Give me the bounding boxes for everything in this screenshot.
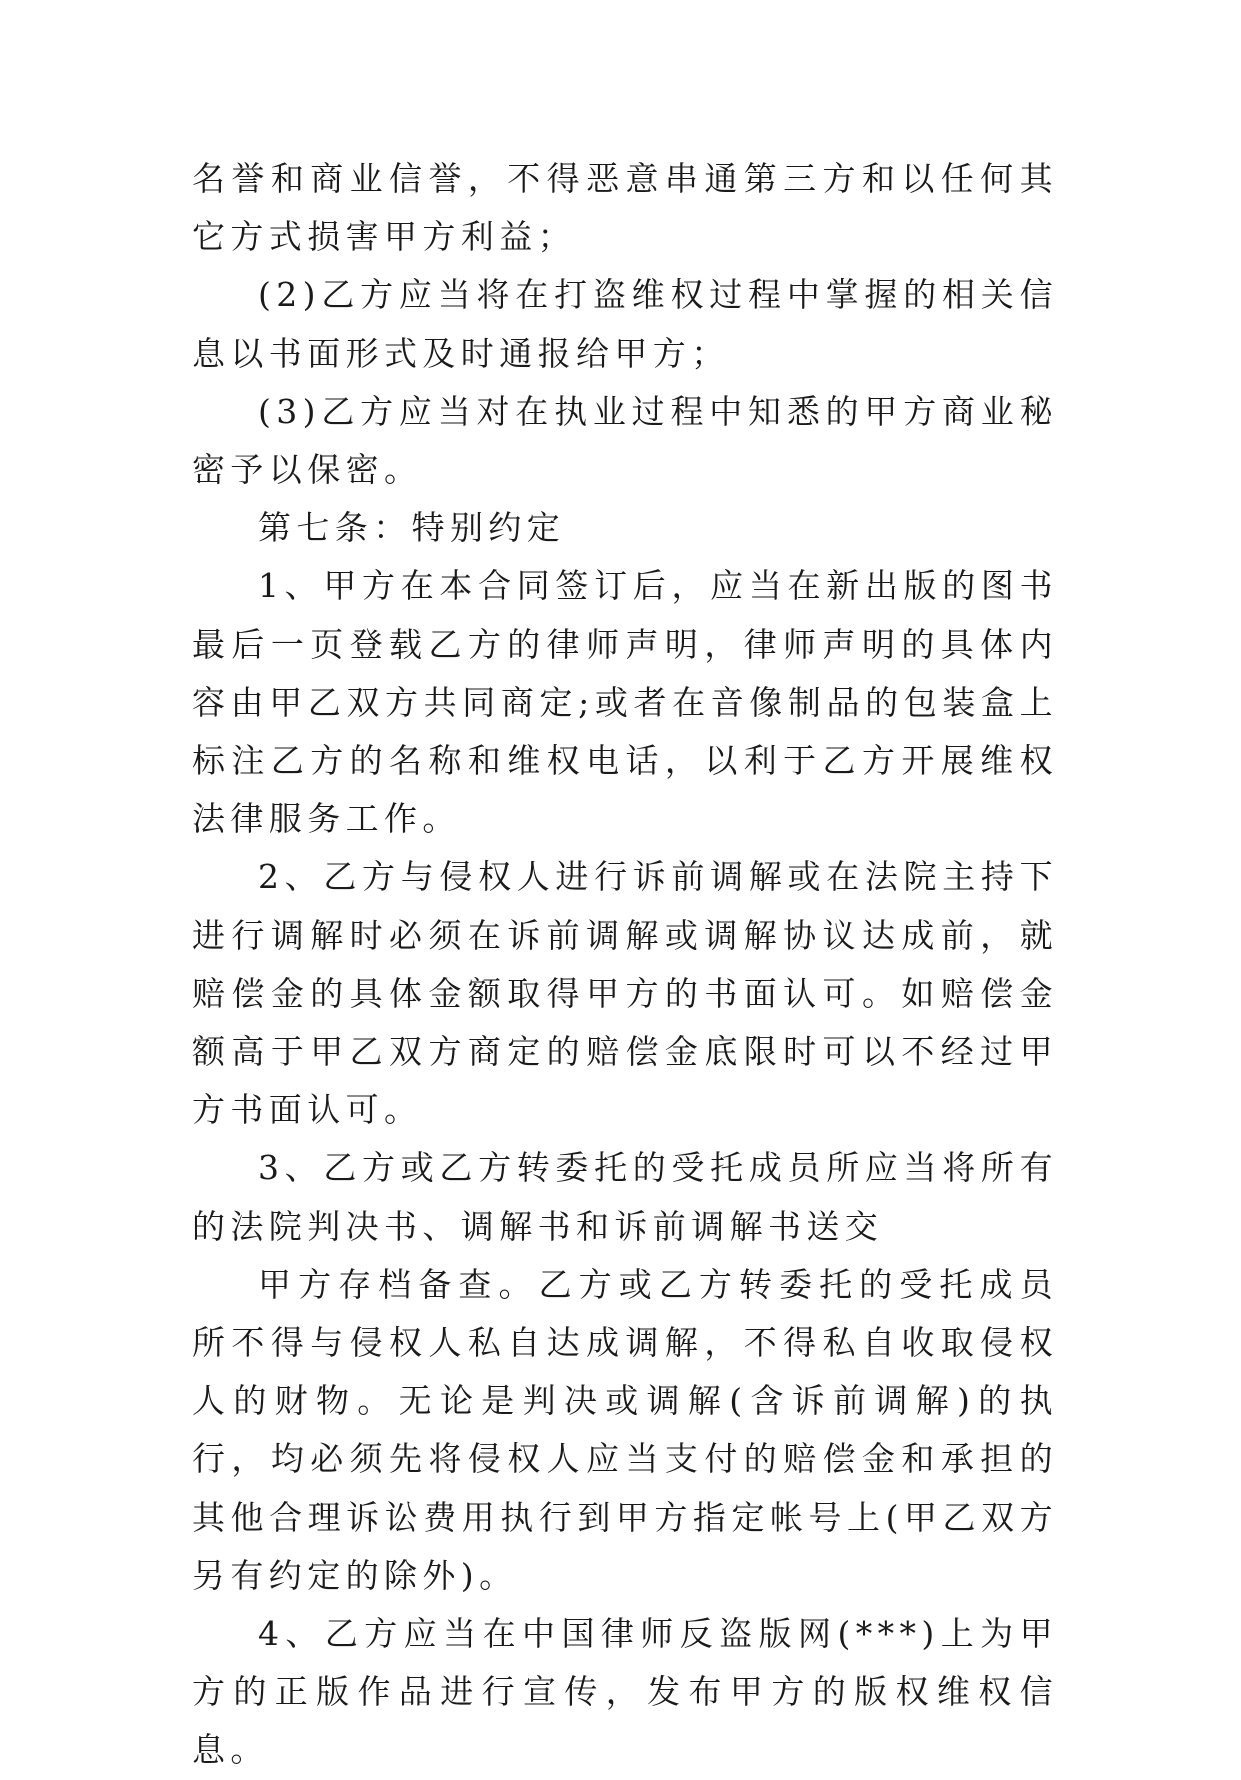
paragraph-item-2: 2、乙方与侵权人进行诉前调解或在法院主持下进行调解时必须在诉前调解或调解协议达成前，就赔偿金的具体金额取得甲方的书面认可。如赔偿金额高于甲乙双方商定的赔偿金底限时可以不经过甲方书面认可。 <box>192 857 1058 1130</box>
section-heading-article-7: 第七条：特别约定 <box>258 508 566 548</box>
paragraph-clause-2: (2)乙方应当将在打盗维权过程中掌握的相关信息以书面形式及时通报给甲方； <box>192 275 1058 373</box>
paragraph-item-4: 4、乙方应当在中国律师反盗版网(***)上为甲方的正版作品进行宣传，发布甲方的版权维权信息。 <box>192 1614 1058 1770</box>
paragraph-item-1: 1、甲方在本合同签订后，应当在新出版的图书最后一页登载乙方的律师声明，律师声明的具体内容由甲乙双方共同商定;或者在音像制品的包装盒上标注乙方的名称和维权电话，以利于乙方开展维权法律服务工作。 <box>192 566 1058 839</box>
paragraph-obligations-cont: 名誉和商业信誉，不得恶意串通第三方和以任何其它方式损害甲方利益； <box>192 159 1058 257</box>
document-body <box>192 150 1058 1780</box>
paragraph-item-3-cont: 甲方存档备查。乙方或乙方转委托的受托成员所不得与侵权人私自达成调解，不得私自收取侵权人的财物。无论是判决或调解(含诉前调解)的执行，均必须先将侵权人应当支付的赔偿金和承担的其他合理诉讼费用执行到甲方指定帐号上(甲乙双方另有约定的除外)。 <box>192 1264 1058 1595</box>
paragraph-item-3: 3、乙方或乙方转委托的受托成员所应当将所有的法院判决书、调解书和诉前调解书送交 <box>192 1148 1058 1246</box>
paragraph-clause-3: (3)乙方应当对在执业过程中知悉的甲方商业秘密予以保密。 <box>192 391 1058 490</box>
